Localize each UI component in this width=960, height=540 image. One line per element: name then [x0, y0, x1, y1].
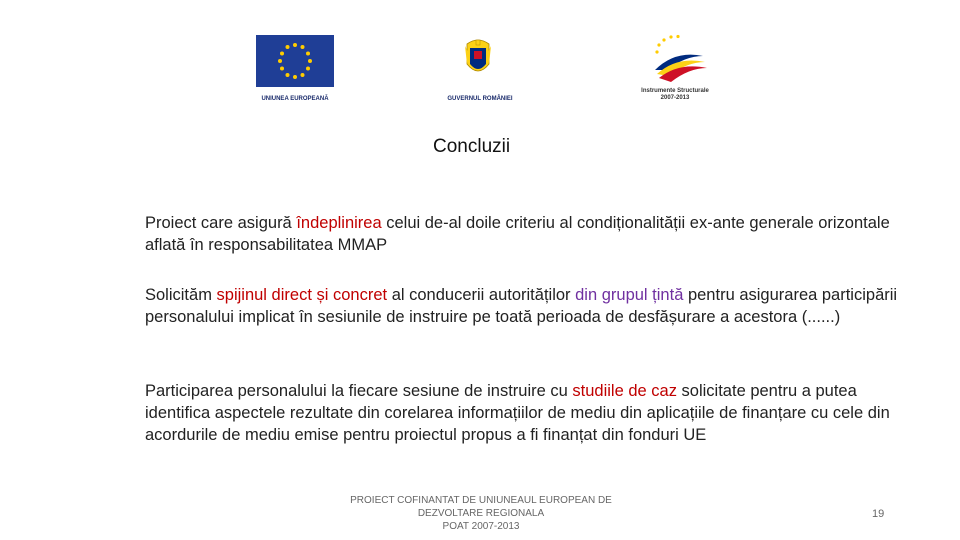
p3-highlight-case-studies: studiile de caz	[572, 382, 677, 400]
paragraph-1	[145, 212, 915, 256]
slide-title: Concluzii	[433, 136, 511, 157]
eu-caption: UNIUNEA EUROPEANĂ	[261, 96, 329, 102]
p3-text-a: Participarea personalului la fiecare sesiune de instruire cu	[145, 382, 573, 400]
page-number: 19	[872, 508, 885, 520]
p2-highlight-support: spijinul direct și concret	[216, 286, 388, 304]
p2-text-e: pentru asigurarea participării personalului implicat în sesiunile de instruire pe toată perioada de desfășurare a acestora (......)	[145, 286, 898, 326]
p1-text-a: Proiect care asigură	[145, 214, 297, 232]
is-caption-line2: 2007-2013	[660, 95, 690, 101]
p2-text-a: Solicităm	[145, 286, 217, 304]
is-caption-line1: Instrumente Structurale	[641, 88, 709, 94]
p1-highlight: îndeplinirea	[296, 214, 382, 232]
paragraph-2	[145, 284, 915, 328]
p2-text-c: al conducerii autorităților	[387, 286, 576, 304]
footer-line-1: PROIECT COFINANTAT DE UNIUNEAUL EUROPEAN DE	[350, 495, 612, 506]
p2-highlight-target-group: din grupul țintă	[575, 286, 684, 304]
stars-arc-icon	[655, 35, 679, 54]
p1-text-c: celui de-al doile criteriu al condiționalității ex-ante generale orizontale aflată în responsabilitatea MMAP	[145, 214, 890, 254]
structural-instruments-logo	[645, 30, 713, 90]
coat-of-arms-icon	[463, 34, 493, 86]
p3-text-c: solicitate pentru a putea identifica aspectele rezultate din corelarea informațiilor de mediu din aplicațiile de finanțare cu cele din acordurile de mediu emise pentru proiectul propus a fi finanțat din fonduri UE	[145, 382, 890, 444]
eu-flag-logo	[256, 35, 334, 87]
government-caption: GUVERNUL ROMÂNIEI	[447, 96, 513, 102]
paragraph-3	[145, 380, 915, 446]
footer-line-2: DEZVOLTARE REGIONALA	[417, 508, 545, 519]
footer-line-3: POAT 2007-2013	[442, 521, 520, 532]
structural-instruments-caption	[620, 88, 730, 102]
footer-text	[340, 494, 622, 533]
